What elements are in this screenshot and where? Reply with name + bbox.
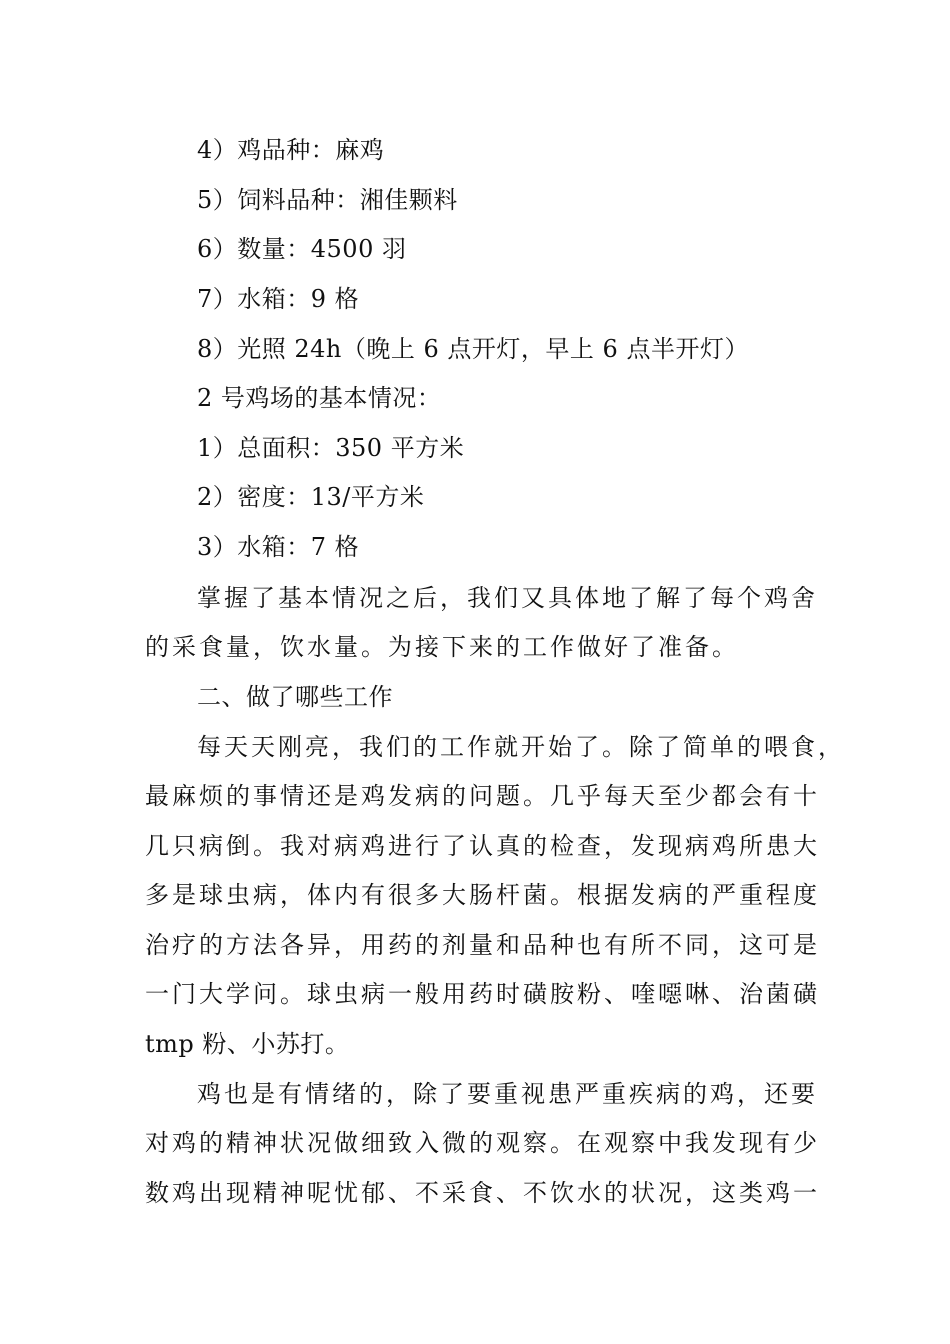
paragraph-line: tmp 粉、小苏打。 xyxy=(145,1030,350,1058)
water-tank-line: 7）水箱：9 格 xyxy=(197,285,360,313)
water-tank-line-2: 3）水箱：7 格 xyxy=(197,533,360,561)
total-area-line: 1）总面积：350 平方米 xyxy=(197,434,465,462)
paragraph-line: 的采食量，饮水量。为接下来的工作做好了准备。 xyxy=(145,633,739,661)
quantity-line: 6）数量：4500 羽 xyxy=(197,235,407,263)
breed-line: 4）鸡品种：麻鸡 xyxy=(197,136,385,164)
farm-2-heading: 2 号鸡场的基本情况： xyxy=(197,384,442,412)
paragraph-line: 数鸡出现精神呢忧郁、不采食、不饮水的状况，这类鸡一 xyxy=(145,1179,820,1207)
density-line: 2）密度：13/平方米 xyxy=(197,483,425,511)
paragraph-line: 鸡也是有情绪的，除了要重视患严重疾病的鸡，还要 xyxy=(197,1080,818,1108)
paragraph-line: 最麻烦的事情还是鸡发病的问题。几乎每天至少都会有十 xyxy=(145,782,820,810)
paragraph-line: 一门大学问。球虫病一般用药时磺胺粉、喹噁啉、治菌磺 xyxy=(145,980,820,1008)
section-heading: 二、做了哪些工作 xyxy=(197,683,393,711)
paragraph-line: 掌握了基本情况之后，我们又具体地了解了每个鸡舍 xyxy=(197,584,818,612)
feed-line: 5）饲料品种：湘佳颗料 xyxy=(197,186,458,214)
paragraph-line: 多是球虫病，体内有很多大肠杆菌。根据发病的严重程度 xyxy=(145,881,820,909)
paragraph-line: 治疗的方法各异，用药的剂量和品种也有所不同，这可是 xyxy=(145,931,820,959)
paragraph-line: 几只病倒。我对病鸡进行了认真的检查，发现病鸡所患大 xyxy=(145,832,820,860)
paragraph-line: 每天天刚亮，我们的工作就开始了。除了简单的喂食， xyxy=(197,733,845,761)
lighting-line: 8）光照 24h（晚上 6 点开灯，早上 6 点半开灯） xyxy=(197,335,749,363)
paragraph-line: 对鸡的精神状况做细致入微的观察。在观察中我发现有少 xyxy=(145,1129,820,1157)
